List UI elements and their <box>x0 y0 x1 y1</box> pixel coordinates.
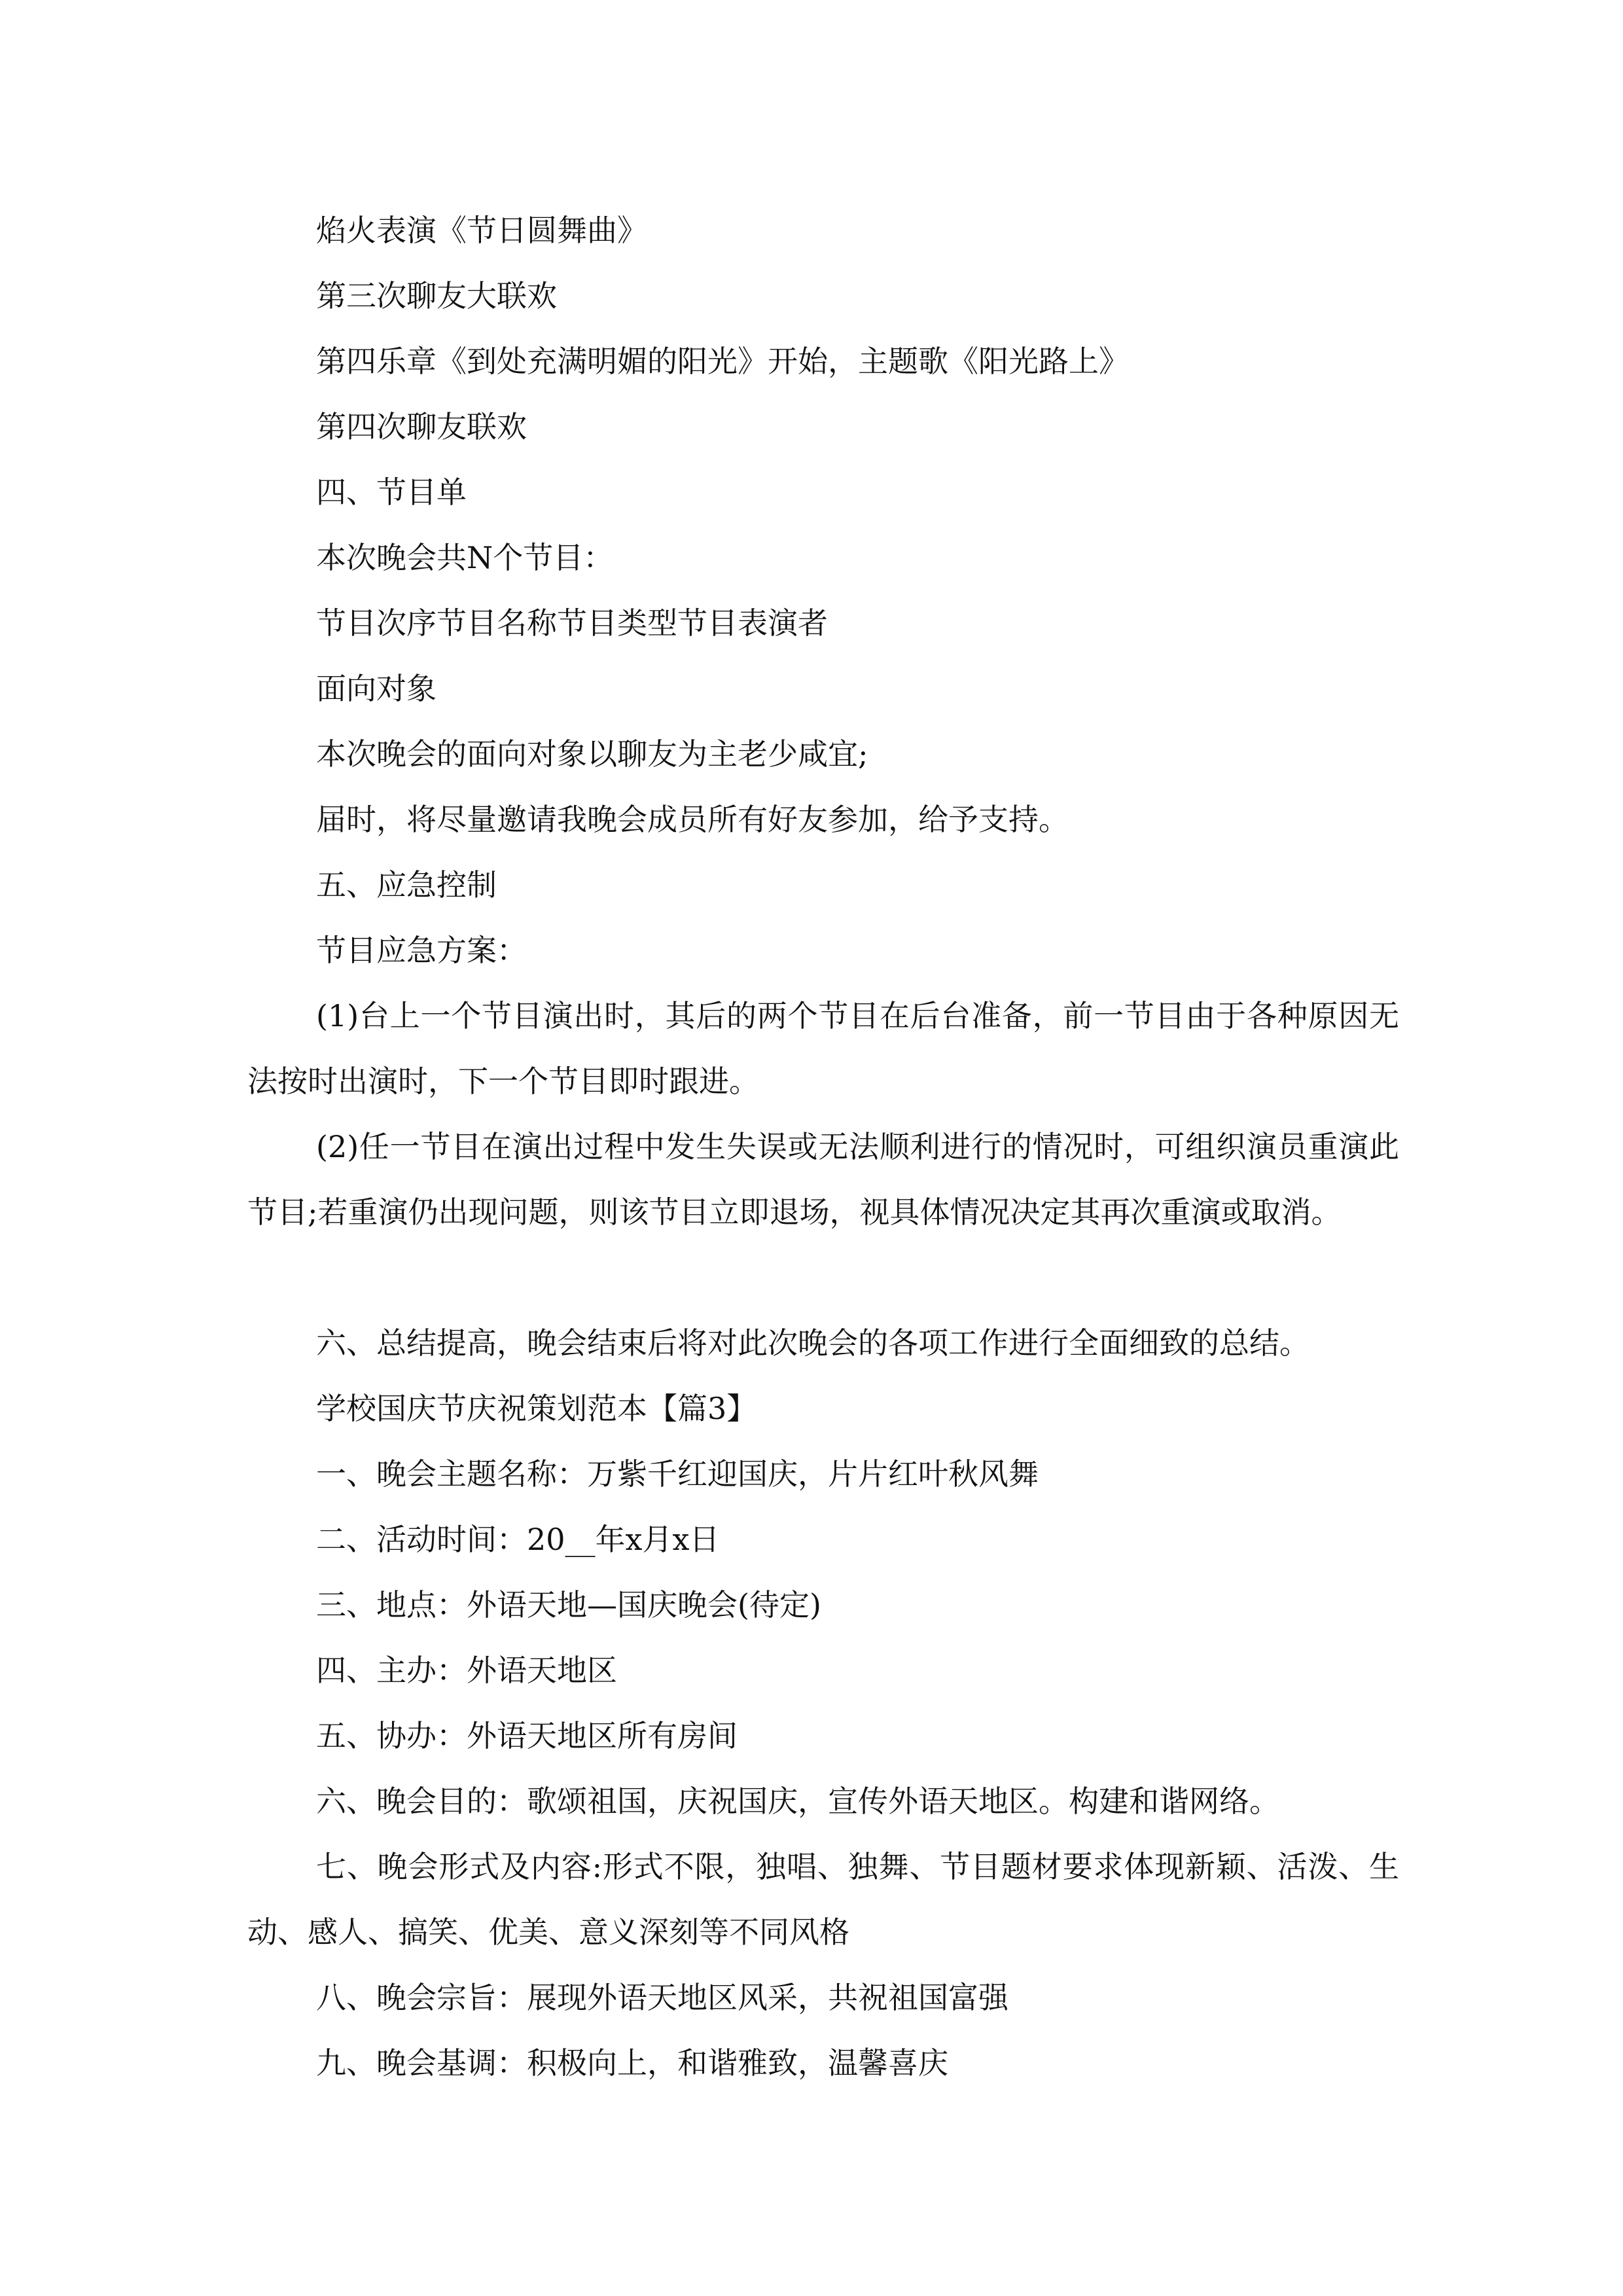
paragraph: 六、总结提高，晚会结束后将对此次晚会的各项工作进行全面细致的总结。 <box>316 1325 1310 1361</box>
paragraph: 八、晚会宗旨：展现外语天地区风采，共祝祖国富强 <box>316 1980 1008 2015</box>
paragraph: 第三次聊友大联欢 <box>316 278 557 314</box>
paragraph: 四、主办：外语天地区 <box>316 1653 617 1688</box>
paragraph: (2)任一节目在演出过程中发生失误或无法顺利进行的情况时，可组织演员重演此节目;若重演仍出现问题，则该节目立即退场，视具体情况决定其再次重演或取消。 <box>247 1129 1399 1230</box>
paragraph: 第四次聊友联欢 <box>316 409 527 444</box>
paragraph: 六、晚会目的：歌颂祖国，庆祝国庆，宣传外语天地区。构建和谐网络。 <box>316 1784 1279 1819</box>
paragraph: 九、晚会基调：积极向上，和谐雅致，温馨喜庆 <box>316 2045 948 2081</box>
paragraph: 一、晚会主题名称：万紫千红迎国庆，片片红叶秋风舞 <box>316 1456 1039 1492</box>
paragraph: 第四乐章《到处充满明媚的阳光》开始，主题歌《阳光路上》 <box>316 344 1129 379</box>
article-title: 学校国庆节庆祝策划范本【篇3】 <box>316 1391 757 1426</box>
paragraph: 本次晚会的面向对象以聊友为主老少咸宜; <box>316 736 868 772</box>
paragraph: 面向对象 <box>316 671 437 706</box>
paragraph: 五、协办：外语天地区所有房间 <box>316 1718 738 1753</box>
paragraph: 届时，将尽量邀请我晚会成员所有好友参加，给予支持。 <box>316 802 1069 837</box>
section-heading: 四、节目单 <box>316 475 467 510</box>
paragraph: 二、活动时间：20__年x月x日 <box>316 1522 720 1557</box>
paragraph: (1)台上一个节目演出时，其后的两个节目在后台准备，前一节目由于各种原因无法按时出演时，下一个节目即时跟进。 <box>247 998 1399 1099</box>
paragraph: 节目次序节目名称节目类型节目表演者 <box>316 605 828 641</box>
paragraph: 三、地点：外语天地—国庆晚会(待定) <box>316 1587 821 1623</box>
paragraph: 本次晚会共N个节目： <box>316 540 614 575</box>
paragraph: 焰火表演《节日圆舞曲》 <box>316 213 647 248</box>
section-heading: 五、应急控制 <box>316 867 497 903</box>
paragraph: 七、晚会形式及内容:形式不限，独唱、独舞、节目题材要求体现新颖、活泼、生动、感人、搞笑、优美、意义深刻等不同风格 <box>247 1849 1399 1950</box>
paragraph: 节目应急方案： <box>316 933 527 968</box>
